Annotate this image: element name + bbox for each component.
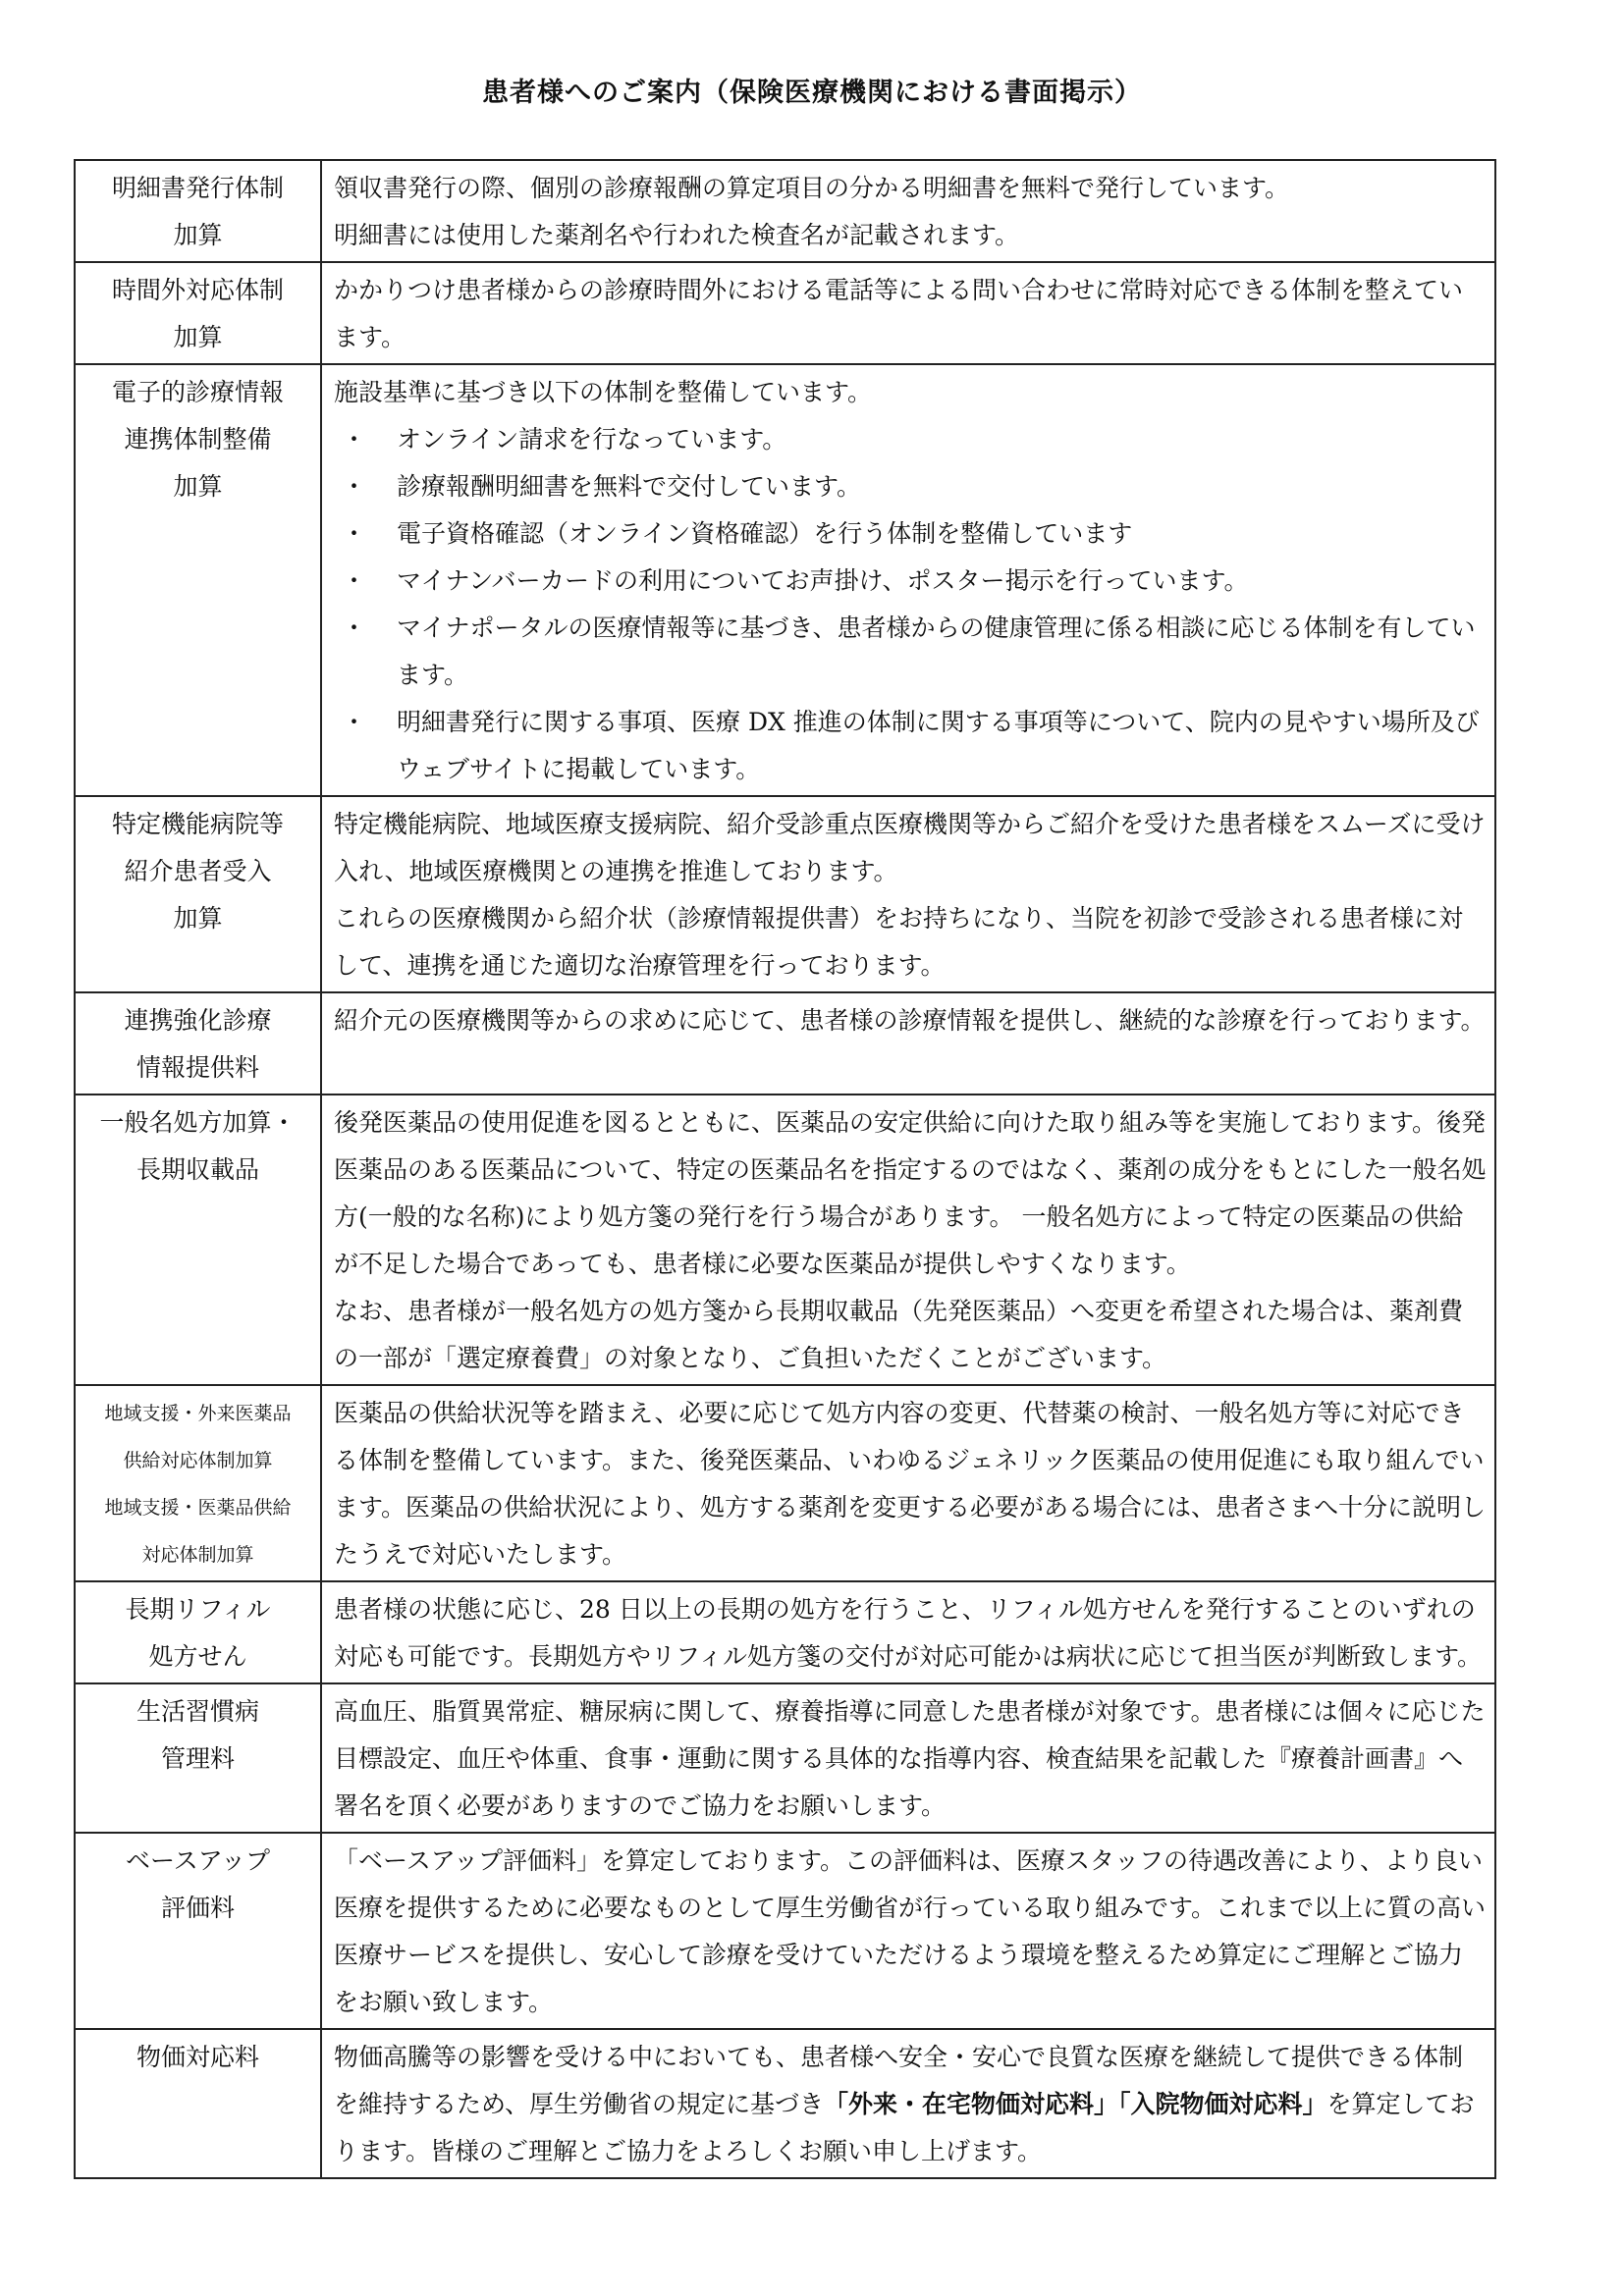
row-paragraph: なお、患者様が一般名処方の処方箋から長期収載品（先発医薬品）へ変更を希望された場合は、薬剤費の一部が「選定療養費」の対象となり、ご負担いただくことがございます。 [334,1297,1464,1372]
row-label-line: 一般名処方加算・ [99,1108,297,1137]
row-label-cell [75,1833,321,2029]
row-paragraph: 高血圧、脂質異常症、糖尿病に関して、療養指導に同意した患者様が対象です。患者様には個々に応じた目標設定、血圧や体重、食事・運動に関する具体的な指導内容、検査結果を記載した『療養計画書』へ署名を頂く必要がありますのでご協力をお願いします。 [334,1697,1486,1820]
row-label-cell [75,160,321,262]
list-item [334,558,1487,605]
bullet-text: 明細書発行に関する事項、医療 DX 推進の体制に関する事項等について、院内の見やすい場所及びウェブサイトに掲載しています。 [397,708,1480,783]
row-label-cell [75,2029,321,2178]
row-description-cell [321,992,1495,1095]
row-label-line: 長期収載品 [135,1155,259,1184]
row-label-cell [75,1385,321,1581]
bullet-text: マイナポータルの医療情報等に基づき、患者様からの健康管理に係る相談に応じる体制を有しています。 [397,614,1476,689]
row-label-line: 生活習慣病 [135,1697,259,1726]
row-paragraph: 「ベースアップ評価料」を算定しております。この評価料は、医療スタッフの待遇改善により、より良い医療を提供するために必要なものとして厚生労働省が行っている取り組みです。これまで以上に質の高い医療サービスを提供し、安心して診療を受けていただけるよう環境を整えるため算定にご理解とご協力をお願い致します。 [334,1846,1487,2016]
row-label-line: 地域支援・医薬品供給 [104,1497,292,1519]
bullet-marker: ・ [342,425,367,454]
bullet-marker: ・ [342,566,367,595]
row-label-line: 処方せん [148,1642,247,1671]
bullet-marker: ・ [342,519,367,548]
row-label-line: 物価対応料 [135,2043,259,2071]
row-label-line: 電子的診療情報 [111,378,284,406]
row-label-line: ベースアップ [125,1846,270,1875]
row-label-line: 供給対応体制加算 [123,1450,273,1471]
row-label-line: 連携体制整備 [124,425,272,454]
table-row [75,1833,1495,2029]
bullet-marker: ・ [342,472,367,501]
row-paragraph: 後発医薬品の使用促進を図るとともに、医薬品の安定供給に向けた取り組み等を実施しております。後発医薬品のある医薬品について、特定の医薬品名を指定するのではなく、薬剤の成分をもとにした一般名処方(一般的な名称)により処方箋の発行を行う場合があります。 一般名処方によって特定の医薬品の供給が不足した場合であっても、患者様に必要な医薬品が提供しやすくなります。 [334,1108,1487,1278]
row-label-line: 情報提供料 [135,1053,259,1082]
row-label-cell [75,796,321,992]
table-row [75,1095,1495,1385]
bullet-text: 電子資格確認（オンライン資格確認）を行う体制を整備しています [397,519,1133,548]
row-paragraph: 患者様の状態に応じ、28 日以上の長期の処方を行うこと、リフィル処方せんを発行することのいずれの対応も可能です。長期処方やリフィル処方箋の交付が対応可能かは病状に応じて担当医が判断致します。 [334,1595,1483,1671]
row-description-cell [321,1683,1495,1833]
table-row [75,262,1495,364]
list-item [334,510,1487,558]
row-label-cell [75,992,321,1095]
notice-table-body [75,160,1495,2178]
row-label-line: 対応体制加算 [141,1544,254,1566]
row-paragraph: 領収書発行の際、個別の診療報酬の算定項目の分かる明細書を無料で発行しています。 [334,174,1290,202]
bullet-text: オンライン請求を行なっています。 [397,425,787,454]
bullet-marker: ・ [342,708,367,736]
list-item [334,416,1487,463]
bullet-text: マイナンバーカードの利用についてお声掛け、ポスター掲示を行っています。 [397,566,1249,595]
row-label-line: 加算 [173,904,223,933]
row-paragraph: 特定機能病院、地域医療支援病院、紹介受診重点医療機関等からご紹介を受けた患者様をスムーズに受け入れ、地域医療機関との連携を推進しております。 [334,810,1486,885]
plain-text: 物価高騰等の影響を受ける中においても、患者様へ安全・安心で良質な医療を継続して提供できる体制を維持するため、厚生労働省の規定に基づき [334,2043,1464,2118]
row-description-cell [321,2029,1495,2178]
row-paragraph [334,2034,1487,2175]
notice-table [74,159,1496,2179]
table-row [75,1581,1495,1683]
row-description-cell [321,796,1495,992]
row-label-line: 加算 [173,472,223,501]
row-label-cell [75,1683,321,1833]
bullet-marker: ・ [342,614,367,642]
row-paragraph: かかりつけ患者様からの診療時間外における電話等による問い合わせに常時対応できる体制を整えています。 [334,276,1464,351]
list-item [334,605,1487,699]
row-paragraph: これらの医療機関から紹介状（診療情報提供書）をお持ちになり、当院を初診で受診される患者様に対して、連携を通じた適切な治療管理を行っております。 [334,904,1464,980]
row-label-cell [75,364,321,796]
emphasized-text: 「外来・在宅物価対応料」「入院物価対応料」 [824,2090,1327,2118]
table-row [75,160,1495,262]
row-label-line: 加算 [173,323,223,351]
table-row [75,992,1495,1095]
row-label-line: 時間外対応体制 [111,276,284,304]
bullet-list [334,416,1487,793]
row-label-line: 評価料 [160,1894,235,1922]
row-intro-text: 施設基準に基づき以下の体制を整備しています。 [334,378,873,406]
row-paragraph: 医薬品の供給状況等を踏まえ、必要に応じて処方内容の変更、代替薬の検討、一般名処方等に対応できる体制を整備しています。また、後発医薬品、いわゆるジェネリック医薬品の使用促進にも取り組んでいます。医薬品の供給状況により、処方する薬剤を変更する必要がある場合には、患者さまへ十分に説明したうえで対応いたします。 [334,1399,1487,1569]
list-item [334,699,1487,793]
row-label-line: 地域支援・外来医薬品 [104,1403,292,1424]
row-description-cell [321,262,1495,364]
row-description-cell [321,1581,1495,1683]
row-label-line: 特定機能病院等 [111,810,284,838]
row-label-line: 明細書発行体制 [111,174,284,202]
row-label-cell [75,1581,321,1683]
row-description-cell [321,364,1495,796]
row-description-cell [321,1385,1495,1581]
row-label-line: 連携強化診療 [124,1006,272,1035]
bullet-text: 診療報酬明細書を無料で交付しています。 [397,472,862,501]
row-label-cell [75,262,321,364]
row-paragraph: 明細書には使用した薬剤名や行われた検査名が記載されます。 [334,221,1020,249]
table-row [75,2029,1495,2178]
table-row [75,364,1495,796]
row-label-line: 加算 [173,221,223,249]
page-title: 患者様へのご案内（保険医療機関における書面掲示） [482,78,1142,108]
table-row [75,1683,1495,1833]
table-row [75,1385,1495,1581]
row-description-cell [321,1833,1495,2029]
row-paragraph: 紹介元の医療機関等からの求めに応じて、患者様の診療情報を提供し、継続的な診療を行っております。 [334,1006,1486,1035]
table-row [75,796,1495,992]
row-label-line: 管理料 [160,1744,235,1773]
list-item [334,463,1487,510]
row-label-cell [75,1095,321,1385]
row-label-line: 紹介患者受入 [124,857,272,885]
row-label-line: 長期リフィル [125,1595,271,1624]
row-description-cell [321,1095,1495,1385]
plain-text: を算定しております。皆様のご理解とご協力をよろしくお願い申し上げます。 [334,2090,1475,2165]
row-description-cell [321,160,1495,262]
